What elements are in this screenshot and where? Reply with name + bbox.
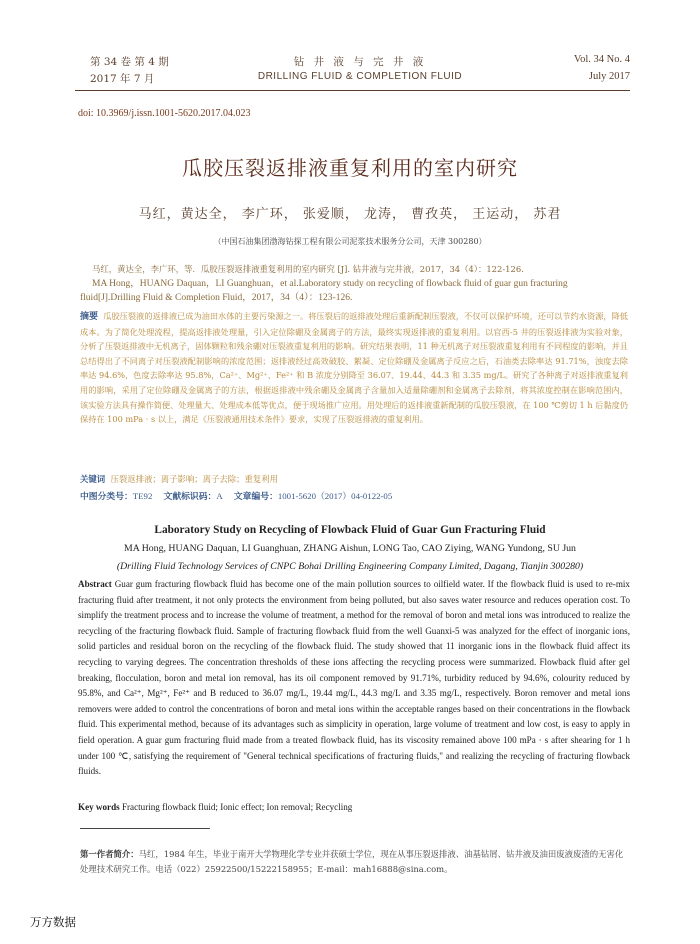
abstract-cn [80, 309, 628, 427]
title-en: Laboratory Study on Recycling of Flowback Fluid of Guar Gun Fracturing Fluid [154, 524, 546, 536]
class-label: 中图分类号： [80, 492, 133, 502]
volume-en: Vol. 34 No. 4 [573, 54, 630, 65]
volume-cn: 第 34 卷 第 4 期 [90, 56, 169, 68]
watermark: 万方数据 [30, 915, 76, 929]
citation-en-line1: MA Hong，HUANG Daquan，LI Guanghuan，et al.Laboratory study on recycling of flowback fluid of guar gun fracturing [92, 278, 568, 289]
citation-en-line2: fluid[J].Drilling Fluid & Completion Fluid，2017，34（4）：123-126. [80, 293, 353, 303]
title-cn: 瓜胶压裂返排液重复利用的室内研究 [182, 156, 518, 180]
footnote-divider [80, 828, 210, 829]
keywords-cn-label: 关键词 [80, 474, 106, 484]
class-value: TE92 [132, 491, 153, 501]
affiliation-en: (Drilling Fluid Technology Services of CNPC Bohai Drilling Engineering Company Limited, Dagang, Tianjin 300280) [116, 561, 584, 572]
affiliation-cn: （中国石油集团渤海钻探工程有限公司泥浆技术服务分公司，天津 300280） [213, 237, 487, 246]
footnote [80, 847, 628, 877]
citation-cn: 马红，黄达全，李广环，等．瓜胶压裂返排液重复利用的室内研究 [J]. 钻井液与完井液，2017，34（4）：122-126. [92, 264, 524, 274]
keywords-cn [80, 473, 628, 485]
abstract-cn-text: 瓜胶压裂液的返排液已成为油田水体的主要污染源之一。将压裂后的返排液处理后重新配制压裂液，不仅可以保护环境，还可以节约水资源，降低成本。为了简化处理流程，提高返排液处理量，引入定位除硼及金属离子的方法，最终实现返排液的重复利用。以官西-5 井的压裂返排液为实验对象，分析了压裂返排液中无机离子，固体颗粒和残余硼对压裂液重复利用的影响。研究结果表明，11 种无机离子对压裂液重复利用有不同程度的影响，并且总结得出了不同离子对压裂液配制影响的浓度范围；返排液经过高效破胶、絮凝、定位除硼及金属离子反应之后，石油类去除率达 91.71%，浊度去除率达 94.6%，色度去除率达 95.8%，Ca²⁺、Mg²⁺、Fe²⁺ 和 B 浓度分别降至 36.07、19.44、44.3 和 3.35 mg/L。研究了各种离子对返排液重复利用的影响，采用了定位除硼及金属离子的方法，根据返排液中残余硼及金属离子含量加入适量除硼剂和金属离子去除剂，将其浓度控制在影响范围内，该实验方法具有操作简便、处理量大、处理成本低等优点，便于现场推广应用。用处理后的返排液重新配制的瓜胶压裂液，在 100 ℃剪切 1 h 后黏度仍保持在 100 mPa · s 以上，满足《压裂液通用技术条件》要求，实现了压裂返排液的重复利用。 [80, 311, 628, 425]
abstract-en-label: Abstract [78, 579, 112, 589]
date-cn: 2017 年 7 月 [90, 73, 155, 85]
abstract-en [78, 577, 630, 780]
doccode-label: 文献标识码： [163, 492, 217, 502]
keywords-en-text: Fracturing flowback fluid; Ionic effect; Ion removal; Recycling [121, 802, 353, 812]
authors-en: MA Hong, HUANG Daquan, LI Guanghuan, ZHANG Aishun, LONG Tao, CAO Ziying, WANG Yundong, SU Jun [124, 543, 576, 554]
footnote-label: 第一作者简介： [80, 849, 139, 859]
doi[interactable]: doi: 10.3969/j.issn.1001-5620.2017.04.023 [78, 108, 251, 119]
article-label: 文章编号： [233, 492, 278, 502]
classification-line [80, 489, 628, 502]
date-en: July 2017 [588, 71, 630, 82]
journal-name-cn: 钻 井 液 与 完 井 液 [293, 56, 427, 68]
citation-block [80, 262, 628, 306]
doccode-value: A [216, 491, 223, 501]
abstract-cn-label: 摘要 [80, 312, 99, 322]
journal-name-en: DRILLING FLUID & COMPLETION FLUID [257, 71, 463, 82]
header-divider [75, 90, 630, 91]
footnote-text: 马红，1984 年生，毕业于南开大学物理化学专业并获硕士学位，现在从事压裂返排液、油基钻屑、钻井液及油田废液废渣的无害化处理技术研究工作。电话（022）25922500/15222158955；E-mail：mah16888@sina.com。 [80, 849, 624, 874]
article-value: 1001-5620（2017）04-0122-05 [277, 491, 393, 501]
keywords-en [78, 802, 630, 812]
keywords-en-label: Key words [78, 802, 120, 812]
abstract-en-text: Guar gum fracturing flowback fluid has become one of the main pollution sources to oilfield water. If the flowback fluid is used to re-mix fracturing fluid after treatment, it not only protects the environment from being polluted, but also saves water resource and reduces operation cost. To simplify the treatment process and to increase the volume of treatment, a method for the removal of boron and metal ions was introduced to realize the recycling of the fracturing flowback fluid. Sample of fracturing flowback fluid from the well Guanxi-5 was analyzed for the effect of inorganic ions, solid particles and residual boron on the recycling of the flowback fluid. The study showed that 11 inorganic ions in the flowback fluid affect its recycling to varying degrees. The concentration thresholds of these ions affecting the recycling process were summarized. Flowback fluid after gel breaking, flocculation, boron and metal ion removal, has its oil component removed by 91.71%, turbidity reduced by 94.6%, colourity reduced by 95.8%, and Ca²⁺, Mg²⁺, Fe²⁺ and B reduced to 36.07 mg/L, 19.44 mg/L, 44.3 mg/L and 3.35 mg/L, respectively. Boron remover and metal ions removers were added to control the concentrations of boron and metal ions within the acceptable ranges based on their concentrations in the flowback fluid. This experimental method, because of its advantages such as simplicity in operation, large volume of treatment and low cost, is easy to apply in field operation. A guar gum fracturing fluid made from a treated flowback fluid, has its viscosity remained above 100 mPa · s after shearing for 1 h under 100 ℃, satisfying the requirement of "General technical specifications of fracturing fluids," and realizing the recycling of fracturing flowback fluids. [78, 579, 630, 777]
authors-cn: 马红，黄达全， 李广环， 张爱顺， 龙涛， 曹孜英， 王运动， 苏君 [138, 207, 562, 222]
running-header [90, 54, 630, 90]
keywords-cn-text: 压裂返排液；离子影响；离子去除；重复利用 [110, 474, 278, 484]
